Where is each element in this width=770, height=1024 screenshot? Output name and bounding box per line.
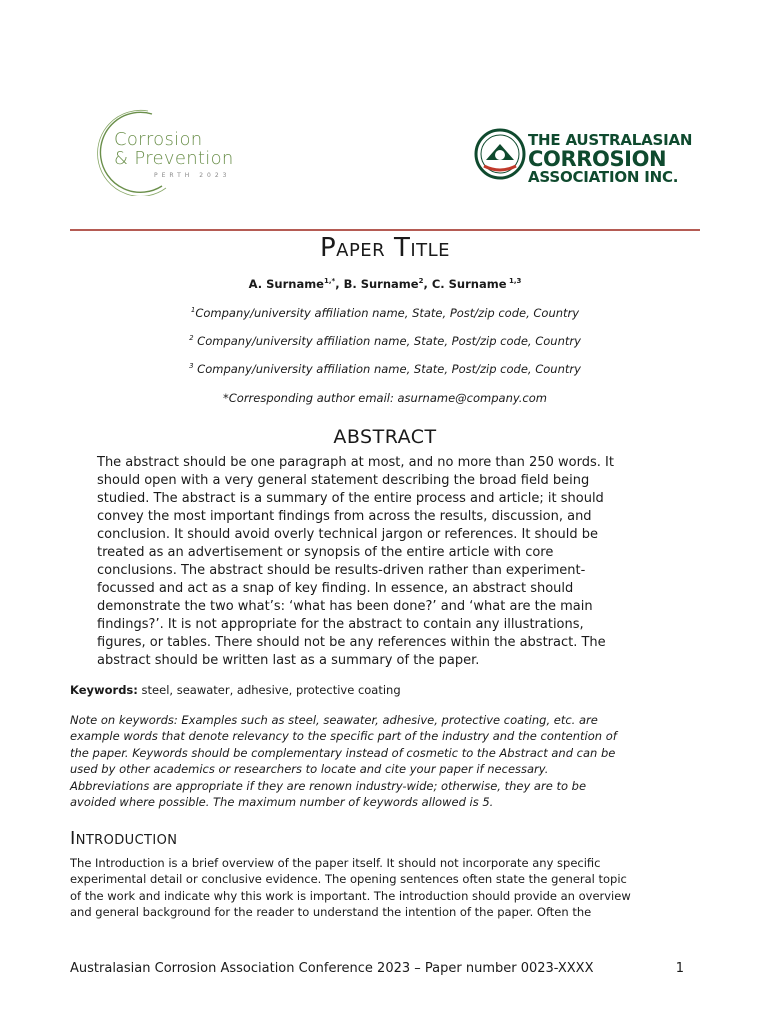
- logo-left-line1: Corrosion: [114, 129, 203, 150]
- introduction-body: [70, 855, 700, 921]
- author-name: B. Surname: [343, 277, 419, 291]
- note-line: Abbreviations are appropriate if they are renown industry-wide; otherwise, they are to be: [70, 778, 587, 793]
- intro-line: The Introduction is a brief overview of the paper itself. It should not incorporate any specific: [70, 856, 601, 870]
- author-sup: 1,3: [506, 277, 522, 286]
- abstract-line: findings?’. It is not appropriate for the abstract to contain any illustrations,: [97, 617, 584, 632]
- note-line: Note on keywords: Examples such as steel, seawater, adhesive, protective coating, etc. are: [70, 713, 598, 727]
- page-number: 1: [675, 961, 684, 976]
- author-name: C. Surname: [431, 277, 507, 291]
- author-list: [70, 277, 700, 291]
- abstract-line: The abstract should be one paragraph at most, and no more than 250 words. It: [97, 455, 614, 470]
- intro-line: experimental detail or conclusive evidence. The opening sentences often state the general topic: [70, 872, 627, 887]
- affiliation-3: [70, 362, 700, 376]
- affiliation-2: [70, 334, 700, 348]
- corresponding-author: *Corresponding author email: asurname@company.com: [223, 391, 547, 405]
- affiliation-1: [70, 306, 700, 320]
- paper-title: Paper Title: [319, 233, 451, 263]
- corrosion-prevention-logo: [92, 106, 292, 196]
- affiliation-sup: 3: [189, 362, 194, 371]
- aca-seal-logo-icon: [474, 128, 526, 180]
- abstract-heading: ABSTRACT: [333, 426, 437, 448]
- intro-line: and general background for the reader to understand the intention of the paper. Often the: [70, 905, 592, 920]
- keywords-value: steel, seawater, adhesive, protective coating: [137, 683, 401, 697]
- header-divider: [70, 229, 700, 231]
- abstract-line: focussed and act as a snap of key finding. In essence, an abstract should: [97, 581, 574, 596]
- abstract-line: conclusions. The abstract should be results-driven rather than experiment-: [97, 563, 586, 578]
- abstract-line: abstract should be written last as a summary of the paper.: [97, 653, 480, 668]
- note-line: example words that denote relevancy to the specific part of the industry and the contention of: [70, 729, 617, 744]
- logo-left-line2: & Prevention: [114, 148, 234, 169]
- affiliation-text: Company/university affiliation name, State, Post/zip code, Country: [193, 334, 581, 348]
- abstract-body: [97, 454, 677, 670]
- introduction-heading: Introduction: [70, 828, 178, 849]
- note-line: used by other academics or researchers to locate and cite your paper if necessary.: [70, 762, 549, 777]
- logo-left-line3: PERTH 2023: [154, 172, 231, 179]
- abstract-line: demonstrate the two what’s: ‘what has been done?’ and ‘what are the main: [97, 599, 593, 614]
- affiliation-sup: 2: [189, 334, 194, 343]
- abstract-line: should open with a very general statement describing the broad field being: [97, 473, 590, 488]
- author-sup: 1,*: [323, 277, 336, 286]
- abstract-line: studied. The abstract is a summary of the entire process and article; it should: [97, 491, 604, 506]
- logo-right-line1: THE AUSTRALASIAN: [528, 131, 693, 149]
- affiliation-text: Company/university affiliation name, State, Post/zip code, Country: [195, 306, 580, 320]
- author-sep: ,: [335, 277, 344, 291]
- author-name: A. Surname: [248, 277, 324, 291]
- abstract-line: convey the most important findings from across the results, discussion, and: [97, 509, 592, 524]
- page-footer: [70, 961, 684, 976]
- abstract-line: figures, or tables. There should not be any references within the abstract. The: [97, 635, 606, 650]
- keywords-label: Keywords:: [70, 683, 138, 697]
- footer-text: Australasian Corrosion Association Conference 2023 – Paper number 0023-XXXX: [70, 961, 594, 976]
- abstract-line: conclusion. It should avoid overly technical jargon or references. It should be: [97, 527, 599, 542]
- author-sep: ,: [423, 277, 432, 291]
- aca-logo: [474, 126, 704, 190]
- keywords: [70, 683, 700, 697]
- note-line: avoided where possible. The maximum number of keywords allowed is 5.: [70, 795, 494, 810]
- abstract-line: treated as an advertisement or synopsis of the entire article with core: [97, 545, 554, 560]
- intro-line: of the work and indicate why this work is important. The introduction should provide an overview: [70, 888, 631, 903]
- note-line: the paper. Keywords should be complementary instead of cosmetic to the Abstract and can be: [70, 745, 616, 760]
- keywords-note: [70, 712, 700, 810]
- logo-right-line3: ASSOCIATION INC.: [528, 168, 679, 186]
- affiliation-text: Company/university affiliation name, State, Post/zip code, Country: [193, 362, 581, 376]
- affiliation-sup: 1: [190, 306, 196, 315]
- logo-right-line2: CORROSION: [528, 147, 667, 171]
- author-sup: 2: [418, 277, 424, 286]
